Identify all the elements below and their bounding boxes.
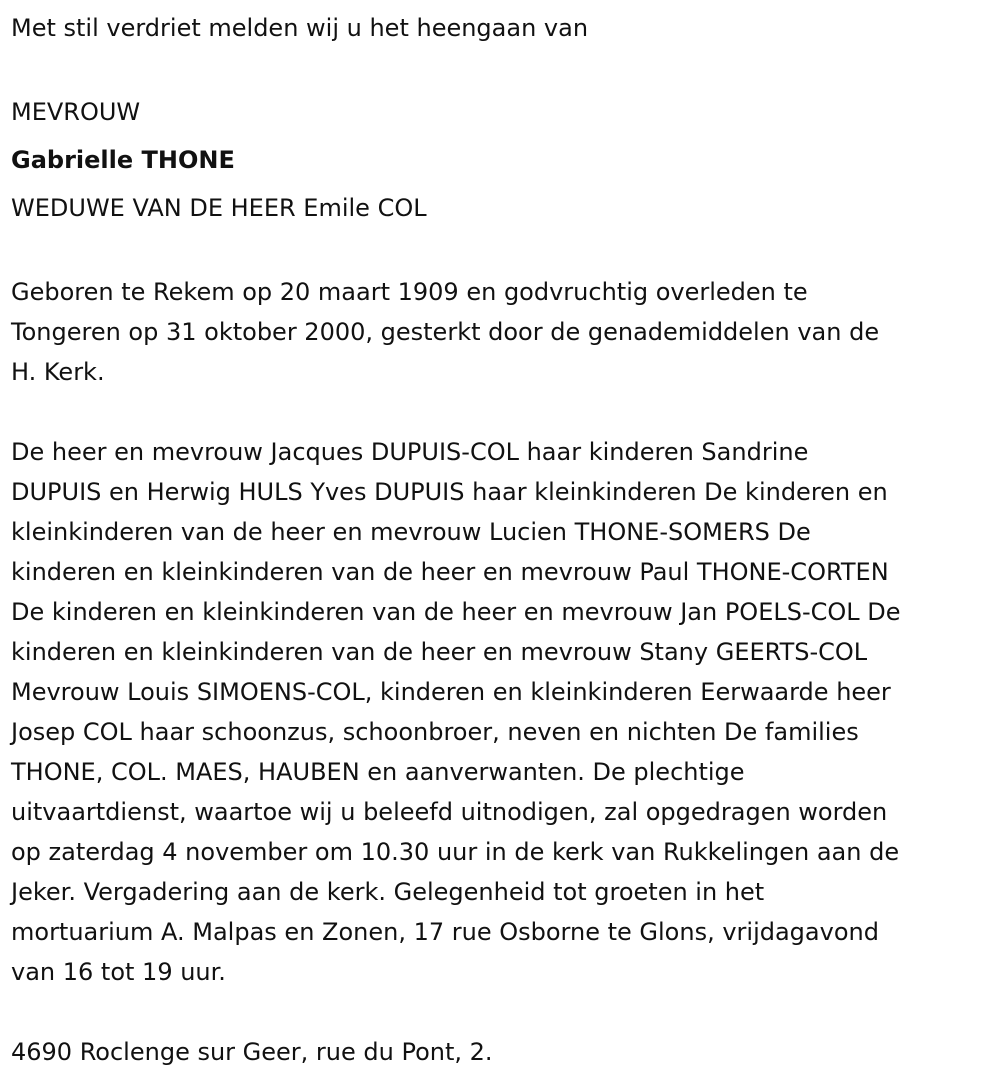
widow-of: WEDUWE VAN DE HEER Emile COL xyxy=(11,194,427,222)
spacer xyxy=(11,392,990,432)
address: 4690 Roclenge sur Geer, rue du Pont, 2. xyxy=(11,1038,493,1066)
spacer xyxy=(11,232,990,272)
family-paragraph xyxy=(11,432,990,992)
paragraph-line: uitvaartdienst, waartoe wij u beleefd uitnodigen, zal opgedragen worden xyxy=(11,798,888,826)
paragraph-line: H. Kerk. xyxy=(11,358,105,386)
paragraph-line: Geboren te Rekem op 20 maart 1909 en godvruchtig overleden te xyxy=(11,278,808,306)
paragraph-line: Jeker. Vergadering aan de kerk. Gelegenheid tot groeten in het xyxy=(11,878,765,906)
paragraph-line: op zaterdag 4 november om 10.30 uur in de kerk van Rukkelingen aan de xyxy=(11,838,900,866)
paragraph-line: kleinkinderen van de heer en mevrouw Lucien THONE-SOMERS De xyxy=(11,518,811,546)
paragraph-line: Josep COL haar schoonzus, schoonbroer, neven en nichten De families xyxy=(11,718,859,746)
paragraph-line: THONE, COL. MAES, HAUBEN en aanverwanten. De plechtige xyxy=(11,758,745,786)
birth-death-paragraph xyxy=(11,272,990,392)
deceased-name: Gabrielle THONE xyxy=(11,146,235,174)
paragraph-line: van 16 tot 19 uur. xyxy=(11,958,226,986)
paragraph-line: Mevrouw Louis SIMOENS-COL, kinderen en kleinkinderen Eerwaarde heer xyxy=(11,678,891,706)
paragraph-line: De kinderen en kleinkinderen van de heer en mevrouw Jan POELS-COL De xyxy=(11,598,901,626)
paragraph-line: Tongeren op 31 oktober 2000, gesterkt door de genademiddelen van de xyxy=(11,318,880,346)
salutation: MEVROUW xyxy=(11,98,141,126)
paragraph-line: kinderen en kleinkinderen van de heer en mevrouw Paul THONE-CORTEN xyxy=(11,558,889,586)
paragraph-line: DUPUIS en Herwig HULS Yves DUPUIS haar kleinkinderen De kinderen en xyxy=(11,478,888,506)
paragraph-line: De heer en mevrouw Jacques DUPUIS-COL haar kinderen Sandrine xyxy=(11,438,809,466)
paragraph-line: mortuarium A. Malpas en Zonen, 17 rue Osborne te Glons, vrijdagavond xyxy=(11,918,879,946)
intro-text: Met stil verdriet melden wij u het heengaan van xyxy=(11,14,589,42)
paragraph-line: kinderen en kleinkinderen van de heer en mevrouw Stany GEERTS-COL xyxy=(11,638,868,666)
spacer xyxy=(11,992,990,1032)
